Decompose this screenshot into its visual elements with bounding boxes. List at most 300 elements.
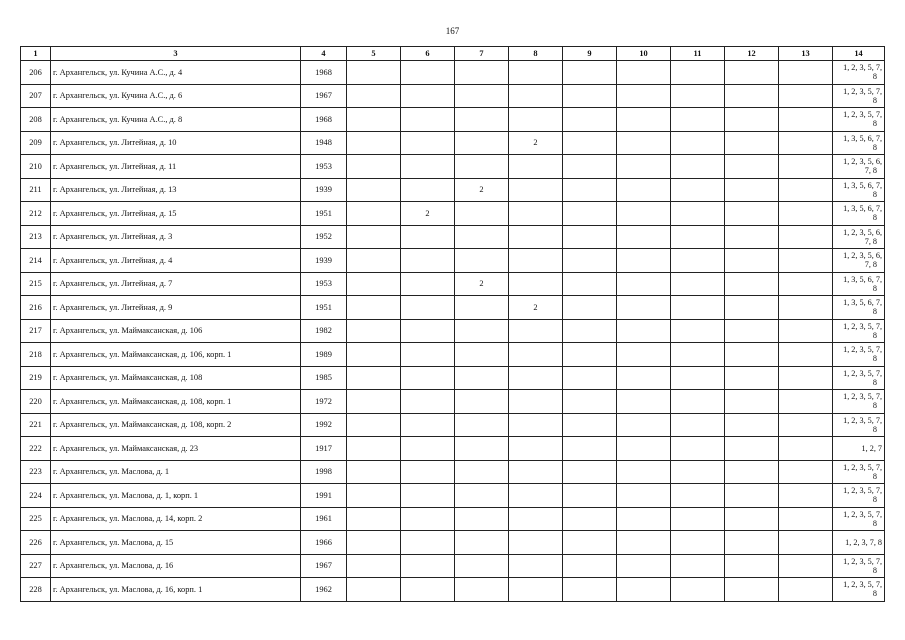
col6-cell [401,225,455,249]
col7-cell [455,460,509,484]
col6-cell [401,437,455,461]
col7-cell [455,366,509,390]
col5-cell [347,131,401,155]
column-header: 6 [401,47,455,61]
codes-cell [833,155,885,179]
col9-cell [563,578,617,602]
col8-cell [509,437,563,461]
col11-cell [671,437,725,461]
row-number-cell: 216 [21,296,51,320]
column-header: 5 [347,47,401,61]
col13-cell [779,225,833,249]
col9-cell [563,178,617,202]
address-cell: г. Архангельск, ул. Кучина А.С., д. 8 [51,108,301,132]
codes-line: 1, 3, 5, 6, 7, [843,180,882,190]
row-number-cell: 226 [21,531,51,555]
col10-cell [617,61,671,85]
col10-cell [617,531,671,555]
codes-line: 1, 3, 5, 6, 7, [843,298,882,308]
codes-line: 8 [872,565,877,575]
col7-cell: 2 [455,272,509,296]
year-cell: 1992 [301,413,347,437]
address-cell: г. Архангельск, ул. Маслова, д. 1 [51,460,301,484]
col7-cell [455,296,509,320]
table-row [21,131,885,155]
col10-cell [617,366,671,390]
col10-cell [617,484,671,508]
col11-cell [671,554,725,578]
col12-cell [725,225,779,249]
col13-cell [779,131,833,155]
codes-line: 1, 2, 7 [861,443,882,453]
col10-cell [617,225,671,249]
col9-cell [563,272,617,296]
col5-cell [347,225,401,249]
table-row [21,531,885,555]
col6-cell [401,178,455,202]
col12-cell [725,484,779,508]
codes-line: 1, 2, 3, 5, 7, [843,415,882,425]
column-header: 10 [617,47,671,61]
table-row [21,319,885,343]
col12-cell [725,554,779,578]
col7-cell [455,319,509,343]
codes-line: 8 [872,142,877,152]
address-cell: г. Архангельск, ул. Литейная, д. 11 [51,155,301,179]
col5-cell [347,319,401,343]
col10-cell [617,390,671,414]
codes-cell [833,531,885,555]
col8-cell [509,225,563,249]
codes-line: 1, 2, 3, 5, 7, [843,321,882,331]
col6-cell [401,554,455,578]
codes-cell [833,178,885,202]
table-body [21,61,885,602]
col11-cell [671,578,725,602]
codes-line: 8 [872,307,877,317]
codes-cell [833,460,885,484]
codes-line: 8 [872,401,877,411]
table-row [21,484,885,508]
col6-cell [401,319,455,343]
table-row [21,84,885,108]
address-cell: г. Архангельск, ул. Маслова, д. 14, корп. 2 [51,507,301,531]
col8-cell [509,390,563,414]
year-cell: 1962 [301,578,347,602]
address-cell: г. Архангельск, ул. Маймаксанская, д. 108 [51,366,301,390]
col7-cell [455,578,509,602]
col9-cell [563,319,617,343]
address-cell: г. Архангельск, ул. Маймаксанская, д. 106 [51,319,301,343]
address-cell: г. Архангельск, ул. Маймаксанская, д. 23 [51,437,301,461]
col13-cell [779,437,833,461]
page-number: 167 [445,26,460,36]
codes-line: 1, 2, 3, 5, 6, [843,227,882,237]
col5-cell [347,437,401,461]
codes-line: 7, 8 [864,166,877,176]
col7-cell [455,390,509,414]
col6-cell [401,272,455,296]
col9-cell [563,155,617,179]
col12-cell [725,366,779,390]
codes-line: 8 [872,377,877,387]
col12-cell [725,108,779,132]
col7-cell [455,507,509,531]
col10-cell [617,108,671,132]
col11-cell [671,390,725,414]
col10-cell [617,296,671,320]
col9-cell [563,507,617,531]
row-number-cell: 214 [21,249,51,273]
col9-cell [563,61,617,85]
codes-line: 1, 2, 3, 5, 7, [843,86,882,96]
col5-cell [347,343,401,367]
codes-line: 1, 2, 3, 5, 7, [843,580,882,590]
col5-cell [347,155,401,179]
row-number-cell: 217 [21,319,51,343]
codes-cell [833,507,885,531]
col6-cell [401,507,455,531]
column-header: 1 [21,47,51,61]
col8-cell [509,507,563,531]
col7-cell [455,155,509,179]
col6-cell [401,343,455,367]
codes-line: 1, 2, 3, 5, 7, [843,509,882,519]
address-cell: г. Архангельск, ул. Литейная, д. 13 [51,178,301,202]
col7-cell [455,249,509,273]
codes-cell [833,296,885,320]
col10-cell [617,178,671,202]
table-row [21,61,885,85]
column-header: 14 [833,47,885,61]
row-number-cell: 215 [21,272,51,296]
col12-cell [725,178,779,202]
codes-line: 1, 2, 3, 7, 8 [845,537,882,547]
col10-cell [617,413,671,437]
codes-line: 8 [872,354,877,364]
col6-cell [401,131,455,155]
col8-cell [509,578,563,602]
col8-cell [509,554,563,578]
col7-cell [455,484,509,508]
address-cell: г. Архангельск, ул. Кучина А.С., д. 4 [51,61,301,85]
col5-cell [347,61,401,85]
col5-cell [347,460,401,484]
codes-cell [833,366,885,390]
col11-cell [671,319,725,343]
row-number-cell: 218 [21,343,51,367]
codes-cell [833,484,885,508]
col13-cell [779,202,833,226]
year-cell: 1951 [301,296,347,320]
col9-cell [563,531,617,555]
col7-cell [455,437,509,461]
col6-cell [401,413,455,437]
col9-cell [563,84,617,108]
col12-cell [725,155,779,179]
col11-cell [671,155,725,179]
column-header: 3 [51,47,301,61]
building-table [20,46,885,602]
codes-line: 1, 2, 3, 5, 7, [843,462,882,472]
codes-line: 8 [872,95,877,105]
col13-cell [779,249,833,273]
col11-cell [671,131,725,155]
codes-cell [833,131,885,155]
col8-cell [509,484,563,508]
col9-cell [563,225,617,249]
col5-cell [347,84,401,108]
codes-cell [833,84,885,108]
col11-cell [671,108,725,132]
row-number-cell: 223 [21,460,51,484]
column-header: 13 [779,47,833,61]
col7-cell [455,343,509,367]
col8-cell [509,413,563,437]
codes-line: 1, 2, 3, 5, 6, [843,157,882,167]
codes-line: 8 [872,283,877,293]
col5-cell [347,507,401,531]
col10-cell [617,343,671,367]
col5-cell [347,108,401,132]
col12-cell [725,61,779,85]
table-row [21,460,885,484]
table-row [21,437,885,461]
address-cell: г. Архангельск, ул. Литейная, д. 4 [51,249,301,273]
col9-cell [563,108,617,132]
year-cell: 1917 [301,437,347,461]
col5-cell [347,249,401,273]
codes-line: 1, 2, 3, 5, 7, [843,345,882,355]
codes-cell [833,202,885,226]
column-header: 11 [671,47,725,61]
col13-cell [779,155,833,179]
table-row [21,225,885,249]
col13-cell [779,390,833,414]
year-cell: 1952 [301,225,347,249]
codes-line: 8 [872,589,877,599]
col5-cell [347,578,401,602]
year-cell: 1939 [301,178,347,202]
col5-cell [347,296,401,320]
codes-line: 8 [872,471,877,481]
col7-cell: 2 [455,178,509,202]
row-number-cell: 207 [21,84,51,108]
col12-cell [725,531,779,555]
col12-cell [725,249,779,273]
col12-cell [725,437,779,461]
col9-cell [563,460,617,484]
col8-cell [509,343,563,367]
col6-cell [401,531,455,555]
col12-cell [725,343,779,367]
col9-cell [563,249,617,273]
codes-line: 1, 2, 3, 5, 7, [843,110,882,120]
col7-cell [455,131,509,155]
col7-cell [455,554,509,578]
codes-line: 1, 2, 3, 5, 7, [843,63,882,73]
col12-cell [725,296,779,320]
col12-cell [725,202,779,226]
address-cell: г. Архангельск, ул. Литейная, д. 3 [51,225,301,249]
address-cell: г. Архангельск, ул. Маслова, д. 15 [51,531,301,555]
col12-cell [725,319,779,343]
year-cell: 1953 [301,155,347,179]
address-cell: г. Архангельск, ул. Кучина А.С., д. 6 [51,84,301,108]
row-number-cell: 211 [21,178,51,202]
year-cell: 1998 [301,460,347,484]
year-cell: 1953 [301,272,347,296]
row-number-cell: 213 [21,225,51,249]
col6-cell [401,155,455,179]
codes-cell [833,249,885,273]
col10-cell [617,554,671,578]
col13-cell [779,578,833,602]
col11-cell [671,178,725,202]
year-cell: 1961 [301,507,347,531]
codes-line: 7, 8 [864,260,877,270]
col5-cell [347,272,401,296]
column-header: 9 [563,47,617,61]
col7-cell [455,413,509,437]
address-cell: г. Архангельск, ул. Литейная, д. 10 [51,131,301,155]
address-cell: г. Архангельск, ул. Маслова, д. 16, корп. 1 [51,578,301,602]
col6-cell [401,460,455,484]
col9-cell [563,343,617,367]
table-row [21,178,885,202]
col13-cell [779,507,833,531]
col11-cell [671,249,725,273]
address-cell: г. Архангельск, ул. Маслова, д. 16 [51,554,301,578]
table-row [21,390,885,414]
year-cell: 1951 [301,202,347,226]
col11-cell [671,531,725,555]
codes-cell [833,390,885,414]
col11-cell [671,272,725,296]
column-header: 12 [725,47,779,61]
col10-cell [617,202,671,226]
col9-cell [563,131,617,155]
table-row [21,343,885,367]
col13-cell [779,108,833,132]
year-cell: 1966 [301,531,347,555]
col6-cell [401,249,455,273]
col7-cell [455,108,509,132]
col12-cell [725,272,779,296]
col8-cell [509,84,563,108]
col10-cell [617,578,671,602]
codes-cell [833,554,885,578]
row-number-cell: 222 [21,437,51,461]
col6-cell [401,84,455,108]
table-row [21,366,885,390]
codes-cell [833,413,885,437]
col11-cell [671,225,725,249]
col13-cell [779,319,833,343]
col12-cell [725,413,779,437]
codes-cell [833,108,885,132]
col9-cell [563,390,617,414]
codes-line: 1, 3, 5, 6, 7, [843,133,882,143]
col13-cell [779,366,833,390]
codes-cell [833,437,885,461]
codes-line: 1, 2, 3, 5, 7, [843,556,882,566]
column-header: 4 [301,47,347,61]
col9-cell [563,437,617,461]
col5-cell [347,554,401,578]
col12-cell [725,460,779,484]
col13-cell [779,460,833,484]
col8-cell [509,202,563,226]
row-number-cell: 212 [21,202,51,226]
col8-cell [509,460,563,484]
year-cell: 1968 [301,61,347,85]
table-row [21,249,885,273]
col11-cell [671,366,725,390]
year-cell: 1948 [301,131,347,155]
col12-cell [725,390,779,414]
col11-cell [671,84,725,108]
col7-cell [455,225,509,249]
col5-cell [347,413,401,437]
col6-cell [401,61,455,85]
table-row [21,554,885,578]
table-row [21,202,885,226]
col11-cell [671,507,725,531]
address-cell: г. Архангельск, ул. Маймаксанская, д. 106, корп. 1 [51,343,301,367]
address-cell: г. Архангельск, ул. Литейная, д. 9 [51,296,301,320]
row-number-cell: 208 [21,108,51,132]
table-row [21,108,885,132]
table-row [21,272,885,296]
column-header: 8 [509,47,563,61]
col10-cell [617,131,671,155]
col5-cell [347,202,401,226]
col7-cell [455,202,509,226]
col13-cell [779,343,833,367]
codes-line: 1, 3, 5, 6, 7, [843,204,882,214]
col8-cell [509,272,563,296]
col9-cell [563,484,617,508]
col11-cell [671,413,725,437]
col8-cell [509,366,563,390]
row-number-cell: 227 [21,554,51,578]
col8-cell: 2 [509,296,563,320]
col11-cell [671,343,725,367]
col5-cell [347,390,401,414]
col10-cell [617,272,671,296]
col6-cell [401,578,455,602]
row-number-cell: 220 [21,390,51,414]
col13-cell [779,296,833,320]
codes-line: 8 [872,72,877,82]
row-number-cell: 206 [21,61,51,85]
col5-cell [347,531,401,555]
col12-cell [725,131,779,155]
col13-cell [779,531,833,555]
col8-cell [509,61,563,85]
col13-cell [779,554,833,578]
col8-cell [509,319,563,343]
col9-cell [563,202,617,226]
codes-line: 8 [872,119,877,129]
col13-cell [779,61,833,85]
row-number-cell: 210 [21,155,51,179]
year-cell: 1967 [301,84,347,108]
col5-cell [347,178,401,202]
col12-cell [725,578,779,602]
codes-cell [833,578,885,602]
